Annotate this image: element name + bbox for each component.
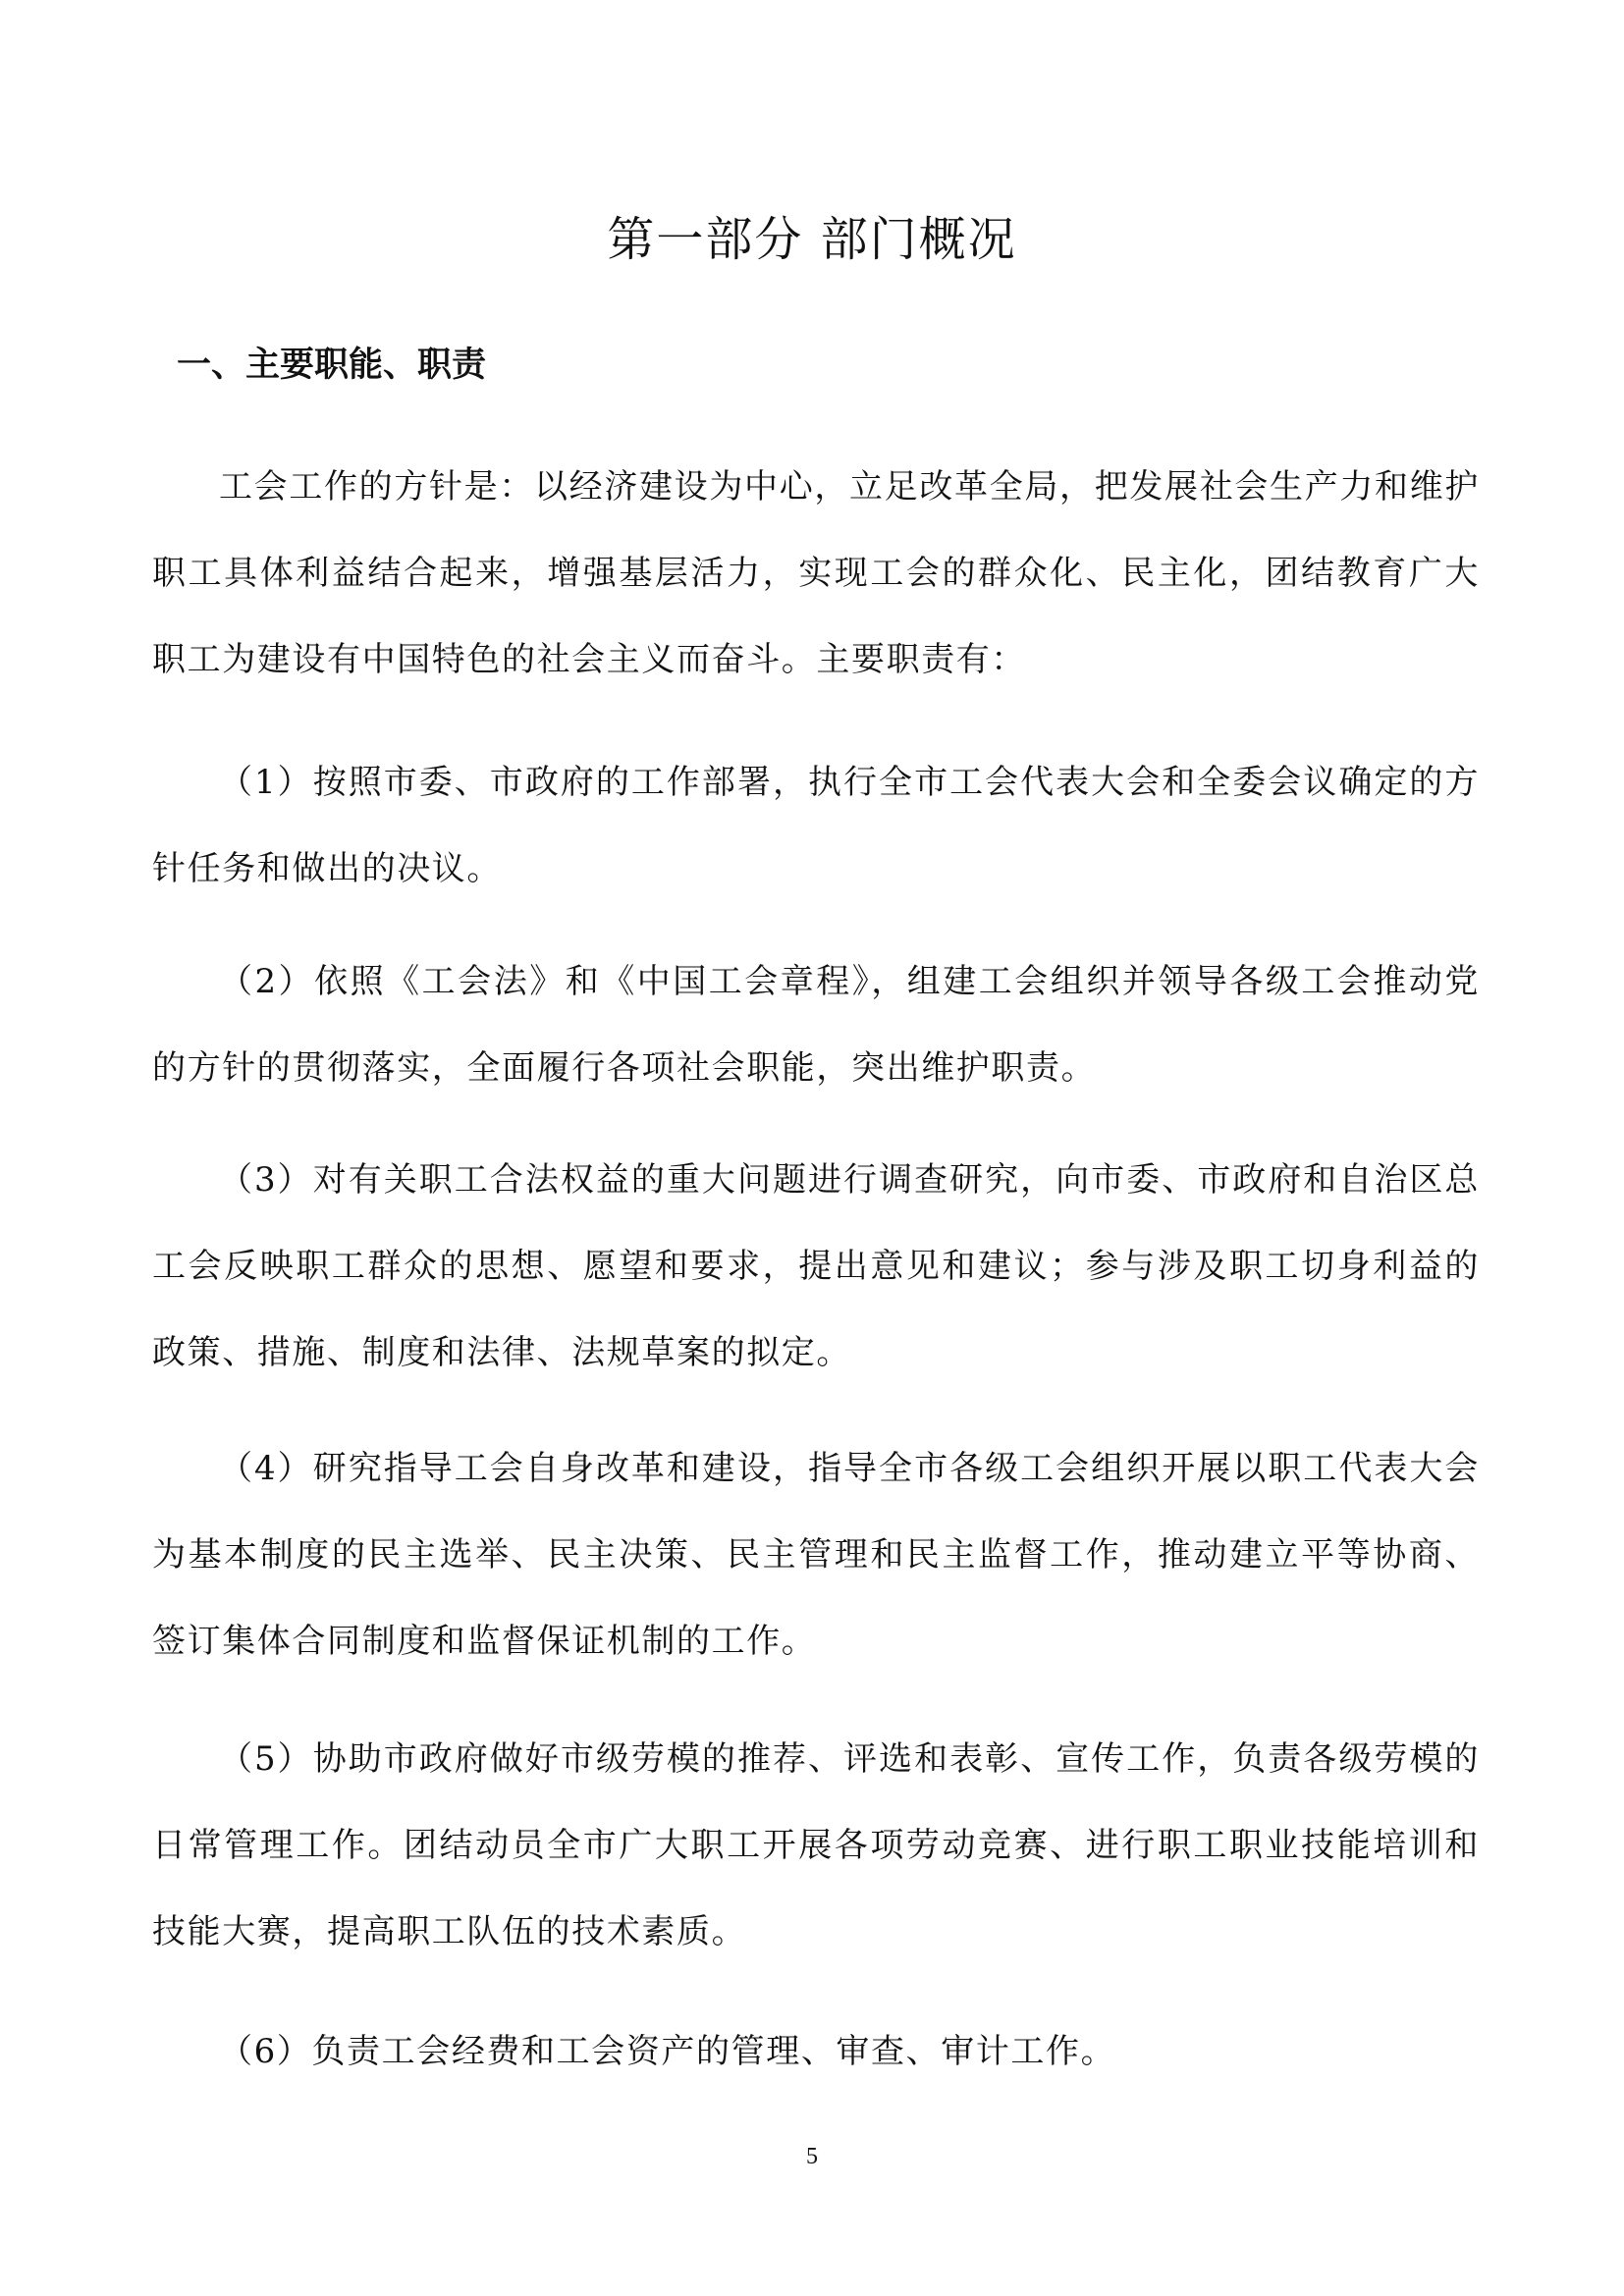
page-title: 第一部分 部门概况 <box>607 212 1017 267</box>
paragraph-duty-5: （5）协助市政府做好市级劳模的推荐、评选和表彰、宣传工作，负责各级劳模的日常管理工作。团结动员全市广大职工开展各项劳动竞赛、进行职工职业技能培训和技能大赛，提高职工队伍的技术素质。 <box>152 1739 1480 1951</box>
paragraph-duty-1: （1）按照市委、市政府的工作部署，执行全市工会代表大会和全委会议确定的方针任务和做出的决议。 <box>152 763 1480 888</box>
paragraph-duty-3: （3）对有关职工合法权益的重大问题进行调查研究，向市委、市政府和自治区总工会反映职工群众的思想、愿望和要求，提出意见和建议；参与涉及职工切身利益的政策、措施、制度和法律、法规草案的拟定。 <box>152 1160 1480 1372</box>
paragraph-intro: 工会工作的方针是：以经济建设为中心，立足改革全局，把发展社会生产力和维护职工具体利益结合起来，增强基层活力，实现工会的群众化、民主化，团结教育广大职工为建设有中国特色的社会主义而奋斗。主要职责有： <box>152 467 1480 679</box>
section-heading: 一、主要职能、职责 <box>177 346 487 385</box>
paragraph-duty-6: （6）负责工会经费和工会资产的管理、审查、审计工作。 <box>219 2032 1116 2071</box>
page-number: 5 <box>806 2144 818 2169</box>
paragraph-duty-4: （4）研究指导工会自身改革和建设，指导全市各级工会组织开展以职工代表大会为基本制度的民主选举、民主决策、民主管理和民主监督工作，推动建立平等协商、签订集体合同制度和监督保证机制的工作。 <box>152 1449 1480 1661</box>
paragraph-duty-2: （2）依照《工会法》和《中国工会章程》，组建工会组织并领导各级工会推动党的方针的贯彻落实，全面履行各项社会职能，突出维护职责。 <box>152 962 1480 1088</box>
